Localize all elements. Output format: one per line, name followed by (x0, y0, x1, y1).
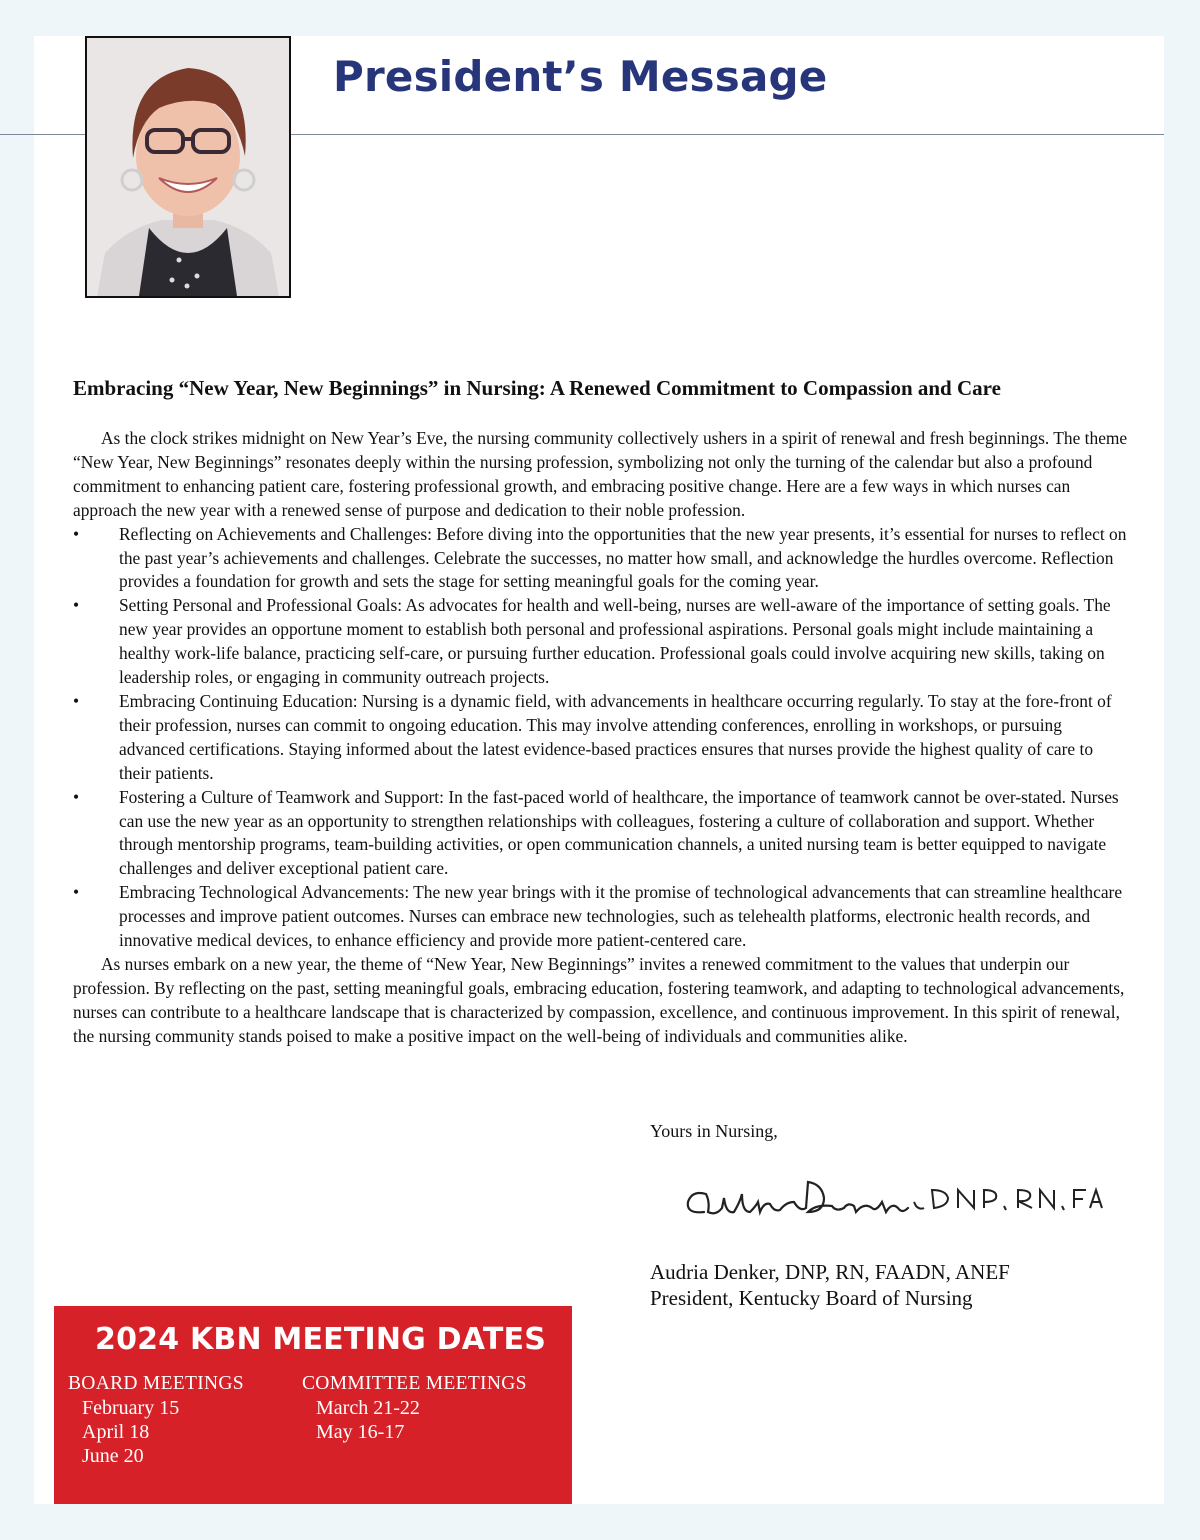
board-meetings-label: BOARD MEETINGS (68, 1373, 244, 1394)
meeting-dates-title: 2024 KBN MEETING DATES (95, 1322, 547, 1357)
list-item (73, 786, 1129, 882)
committee-meeting-date: March 21-22 (316, 1397, 420, 1419)
bullet-list (73, 523, 1129, 953)
signatory-role: President, Kentucky Board of Nursing (650, 1286, 973, 1310)
signatory-name: Audria Denker, DNP, RN, FAADN, ANEF (650, 1260, 1010, 1284)
bullet-icon: • (73, 523, 80, 544)
committee-meetings-column (302, 1372, 527, 1444)
committee-meetings-label: COMMITTEE MEETINGS (302, 1373, 527, 1394)
bullet-icon: • (73, 690, 80, 711)
list-item (73, 690, 1129, 786)
bullet-icon: • (73, 786, 80, 807)
bullet-icon: • (73, 595, 80, 616)
page-title: President’s Message (333, 52, 828, 101)
closing-line: Yours in Nursing, (650, 1121, 778, 1141)
list-item (73, 881, 1129, 953)
article-heading: Embracing “New Year, New Beginnings” in Nursing: A Renewed Commitment to Compassion and Care (73, 376, 1001, 400)
board-meeting-date: June 20 (82, 1445, 144, 1467)
board-meetings-column (68, 1372, 244, 1468)
list-item-text: Setting Personal and Professional Goals: As advocates for health and well-being, nurses are well-aware of the importance of setting goals. The new year provides an opportune moment to establish both personal and professional aspirations. Personal goals might include maintaining a healthy work-life balance, practicing self-care, or pursuing further education. Professional goals could involve acquiring new skills, taking on leadership roles, or engaging in community outreach projects. (119, 595, 1111, 688)
list-item (73, 594, 1129, 690)
president-photo (85, 36, 291, 298)
article-body (73, 427, 1129, 1049)
board-meeting-date: April 18 (82, 1421, 150, 1443)
meeting-dates-box (54, 1306, 572, 1504)
list-item-text: Embracing Technological Advancements: The new year brings with it the promise of technological advancements that can streamline healthcare processes and improve patient outcomes. Nurses can embrace new technologies, such as telehealth platforms, electronic health records, and innovative medical devices, to enhance efficiency and provide more patient-centered care. (119, 882, 1123, 951)
list-item-text: Reflecting on Achievements and Challenges: Before diving into the opportunities that the new year presents, it’s essential for nurses to reflect on the past year’s achievements and challenges. Celebrate the successes, no matter how small, and acknowledge the hurdles overcome. Reflection provides a foundation for growth and sets the stage for setting meaningful goals for the coming year. (119, 523, 1127, 592)
intro-paragraph: As the clock strikes midnight on New Year’s Eve, the nursing community collectively ushers in a spirit of renewal and fresh beginnings. The theme “New Year, New Beginnings” resonates deeply within the nursing profession, symbolizing not only the turning of the calendar but also a profound commitment to enhancing patient care, fostering professional growth, and embracing positive change. Here are a few ways in which nurses can approach the new year with a renewed sense of purpose and dedication to their noble profession. (73, 428, 1128, 520)
list-item (73, 523, 1129, 595)
bullet-icon: • (73, 882, 80, 903)
committee-meeting-date: May 16-17 (316, 1421, 405, 1443)
conclusion-paragraph: As nurses embark on a new year, the theme of “New Year, New Beginnings” invites a renewed commitment to the values that underpin our profession. By reflecting on the past, setting meaningful goals, embracing education, fostering teamwork, and adapting to technological advancements, nurses can contribute to a healthcare landscape that is characterized by compassion, excellence, and continuous improvement. In this spirit of renewal, the nursing community stands poised to make a positive impact on the well-being of individuals and communities alike. (73, 953, 1125, 1046)
list-item-text: Fostering a Culture of Teamwork and Support: In the fast-paced world of healthcare, the importance of teamwork cannot be over-stated. Nurses can use the new year as an opportunity to strengthen relationships with colleagues, fostering a culture of collaboration and support. Whether through mentorship programs, team-building activities, or open communication channels, a united nursing team is better equipped to navigate challenges and deliver exceptional patient care. (119, 786, 1119, 879)
portrait-illustration (87, 38, 289, 296)
list-item-text: Embracing Continuing Education: Nursing is a dynamic field, with advancements in healthcare occurring regularly. To stay at the fore-front of their profession, nurses can commit to ongoing education. This may involve attending conferences, enrolling in workshops, or pursuing advanced certifications. Staying informed about the latest evidence-based practices ensures that nurses provide the highest quality of care to their patients. (119, 690, 1112, 783)
board-meeting-date: February 15 (82, 1397, 180, 1419)
signatory (650, 1259, 1010, 1311)
handwritten-signature (676, 1172, 1106, 1232)
